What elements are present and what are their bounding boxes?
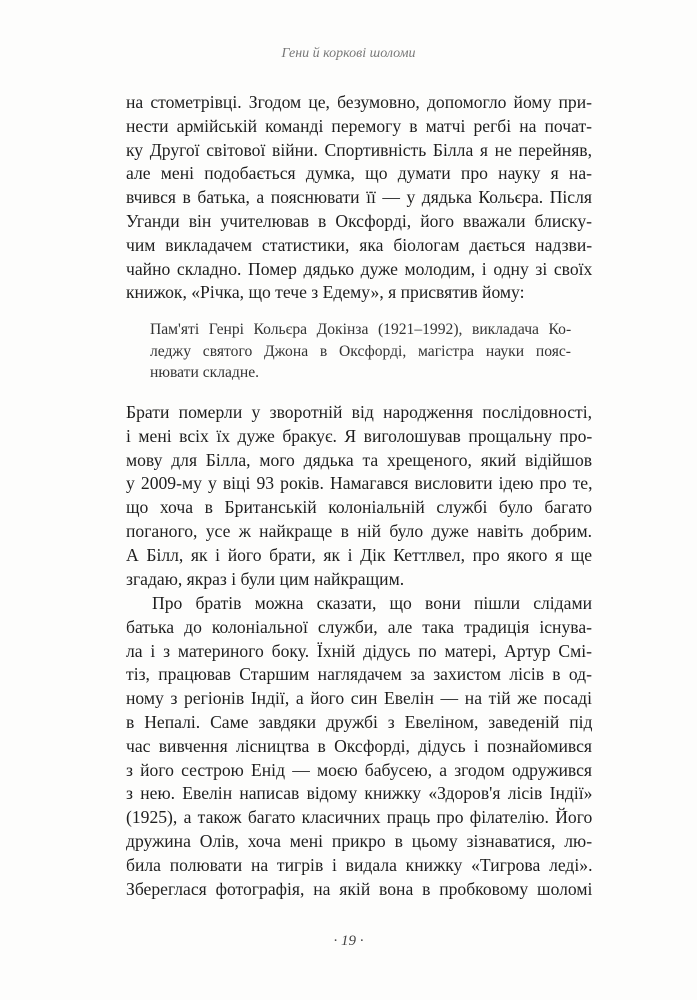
text-line: у 2009-му у віці 93 років. Намагався висловити ідею про те, [126, 473, 593, 494]
paragraph-2 [126, 401, 592, 591]
text-line: дружина Олів, хоча мені прикро в цьому зізнаватися, лю- [126, 830, 593, 851]
text-line: ному з регіонів Індії, а його син Евелін — на тій же посаді [126, 688, 593, 709]
text-line: (1925), а також багато класичних праць про філателію. Його [126, 807, 593, 828]
text-line: А Білл, як і його брати, як і Дік Кеттлвел, про якого я ще [126, 544, 593, 565]
text-line: в Непалі. Саме завдяки дружбі з Евеліном, заведеній під [126, 711, 593, 732]
page-number: · 19 · [333, 933, 364, 949]
text-line: чайно складно. Помер дядько дуже молодим, і одну зі своїх [126, 258, 593, 279]
paragraph-3 [126, 592, 592, 901]
text-line: тіз, працював Старшим наглядачем за захистом лісів в од- [126, 664, 592, 685]
text-line: била полювати на тигрів і видала книжку «Тигрова леді». [126, 854, 593, 875]
text-line: і мені всіх їх дуже бракує. Я виголошував прощальну про- [126, 425, 593, 446]
text-line: Збереглася фотографія, на якій вона в пробковому шоломі [126, 878, 593, 899]
text-line: батька до колоніальної служби, але така традиція існува- [126, 616, 592, 637]
text-line: ку Другої світової війни. Спортивність Білла я не перейняв, [126, 139, 592, 160]
text-line: час вивчення лісництва в Оксфорді, дідусь і познайомився [126, 735, 592, 756]
text-line: Уганди він учителював в Оксфорді, його вважали блиску- [126, 210, 592, 231]
dedication-quote [150, 319, 571, 384]
text-line: нести армійській команді перемогу в матчі регбі на почат- [126, 115, 592, 136]
text-line: з його сестрою Енід — моєю бабусею, а згодом одружився [126, 759, 592, 780]
running-header: Гени й коркові шоломи [281, 46, 416, 61]
paragraph-1 [126, 91, 592, 305]
text-line: нювати складне. [150, 364, 260, 381]
text-line: згадаю, якраз і були цим найкращим. [126, 568, 405, 589]
text-line: книжок, «Річка, що тече з Едему», я присвятив йому: [126, 282, 525, 303]
text-line: поганого, усе ж найкраще в ній було дуже навіть добрим. [126, 520, 592, 541]
text-line: чим викладачем статистики, яка біологам дається надзви- [126, 234, 593, 255]
text-line: вчився в батька, а пояснювати її — у дядька Кольєра. Після [126, 187, 592, 208]
text-line: ла і з материного боку. Їхній дідусь по матері, Артур Смі- [126, 640, 592, 661]
text-line: на стометрівці. Згодом це, безумовно, допомогло йому при- [126, 92, 592, 112]
text-line: Брати померли у зворотній від народження послідовності, [126, 402, 592, 422]
text-line: з нею. Евелін написав відому книжку «Здоров'я лісів Індії» [126, 783, 593, 804]
text-line: мову для Білла, мого дядька та хрещеного, який відійшов [126, 449, 593, 470]
text-line: леджу святого Джона в Оксфорді, магістра науки пояс- [150, 342, 571, 360]
text-line: але мені подобається думка, що думати про науку я на- [126, 163, 592, 184]
text-line: Про братів можна сказати, що вони пішли слідами [152, 593, 592, 613]
text-line: Пам'яті Генрі Кольєра Докінза (1921–1992), викладача Ко- [150, 321, 572, 338]
text-line: що хоча в Британській колоніальній службі було багато [126, 497, 592, 518]
